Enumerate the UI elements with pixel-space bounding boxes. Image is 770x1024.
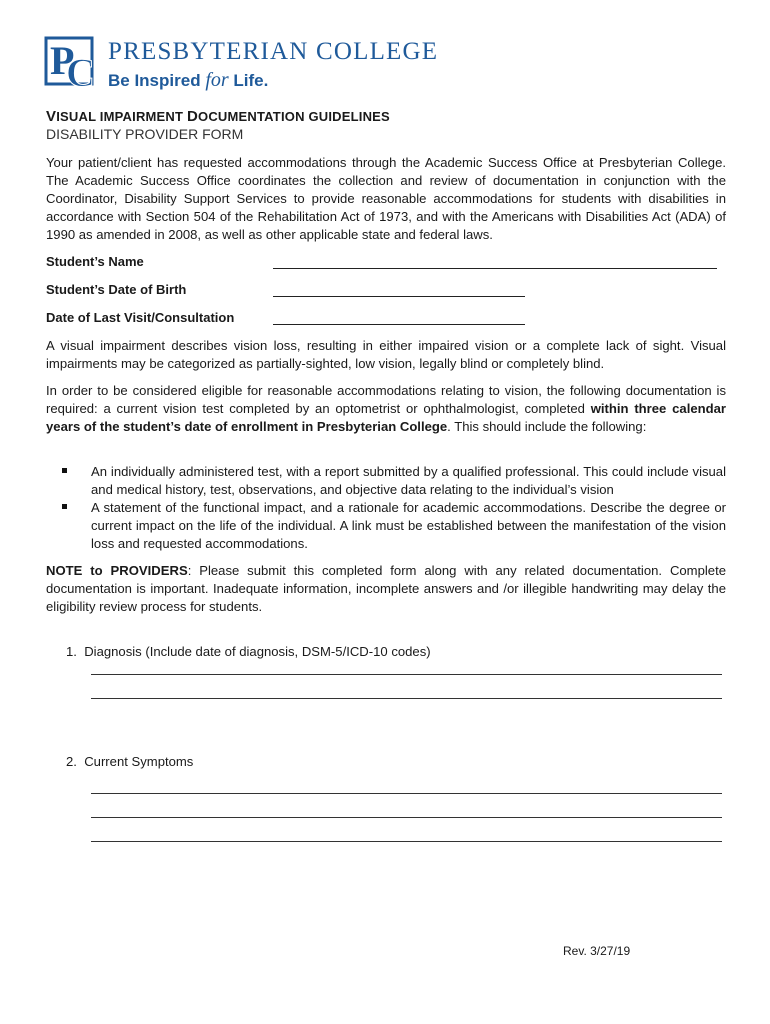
- tagline: Be Inspired for Life.: [108, 69, 269, 91]
- symptoms-answer-line[interactable]: [91, 817, 722, 818]
- list-item: An individually administered test, with a report submitted by a qualified professional. This could include visual and medical history, test, observations, and objective data relating to the individual’s vision: [62, 463, 726, 499]
- eligibility-paragraph: In order to be considered eligible for reasonable accommodations relating to vision, the following documentation is required: a current vision test completed by an optometrist or ophthalmologist, completed within three calendar years of the student’s date of enrollment in Presbyterian College. This should include the following:: [46, 383, 726, 434]
- symptoms-answer-line[interactable]: [91, 841, 722, 842]
- bullet-icon: [62, 468, 67, 473]
- question-symptoms: 2. Current Symptoms: [66, 754, 194, 769]
- pc-monogram-icon: [44, 34, 102, 92]
- symptoms-answer-line[interactable]: [91, 793, 722, 794]
- note-paragraph: NOTE to PROVIDERS: Please submit this completed form along with any related documentation. Complete documentation is important. Inadequate information, incomplete answers and /or illegible handwriting may delay the eligibility review process for students.: [46, 563, 726, 614]
- intro-paragraph: Your patient/client has requested accommodations through the Academic Success Office at Presbyterian College. The Academic Success Office coordinates the collection and review of documentation in conjunction with the Coordinator, Disability Support Services to provide reasonable accommodations for students with disabilities in accordance with Section 504 of the Rehabilitation Act of 1973, and with the Americans with Disabilities Act (ADA) of 1990 as amended in 2008, as well as other applicable state and federal laws.: [46, 155, 726, 242]
- last-visit-label: Date of Last Visit/Consultation: [46, 310, 235, 325]
- svg-text:C: C: [66, 50, 95, 92]
- date-of-birth-label: Student’s Date of Birth: [46, 282, 187, 297]
- form-subtitle: DISABILITY PROVIDER FORM: [46, 126, 244, 142]
- college-name: PRESBYTERIAN COLLEGE: [108, 38, 439, 65]
- date-of-birth-field[interactable]: [273, 282, 525, 297]
- list-item: A statement of the functional impact, and a rationale for academic accommodations. Describe the degree or current impact on the life of the individual. A link must be established between the manifestation of the vision loss and requested accommodations.: [62, 499, 726, 553]
- student-name-field[interactable]: [273, 254, 717, 269]
- last-visit-field[interactable]: [273, 310, 525, 325]
- revision-date: Rev. 3/27/19: [563, 944, 631, 958]
- form-title: VISUAL IMPAIRMENT DOCUMENTATION GUIDELINES: [46, 108, 390, 125]
- student-name-label: Student’s Name: [46, 254, 144, 269]
- definition-paragraph: A visual impairment describes vision loss, resulting in either impaired vision or a complete lack of sight. Visual impairments may be categorized as partially-sighted, low vision, legally blind or completely blind.: [46, 338, 726, 371]
- diagnosis-answer-line[interactable]: [91, 674, 722, 675]
- svg-text:P: P: [50, 38, 75, 83]
- diagnosis-answer-line[interactable]: [91, 698, 722, 699]
- bullet-icon: [62, 504, 67, 509]
- college-logo: [44, 34, 439, 94]
- question-diagnosis: 1. Diagnosis (Include date of diagnosis, DSM-5/ICD-10 codes): [66, 644, 431, 659]
- requirements-list: [62, 463, 726, 553]
